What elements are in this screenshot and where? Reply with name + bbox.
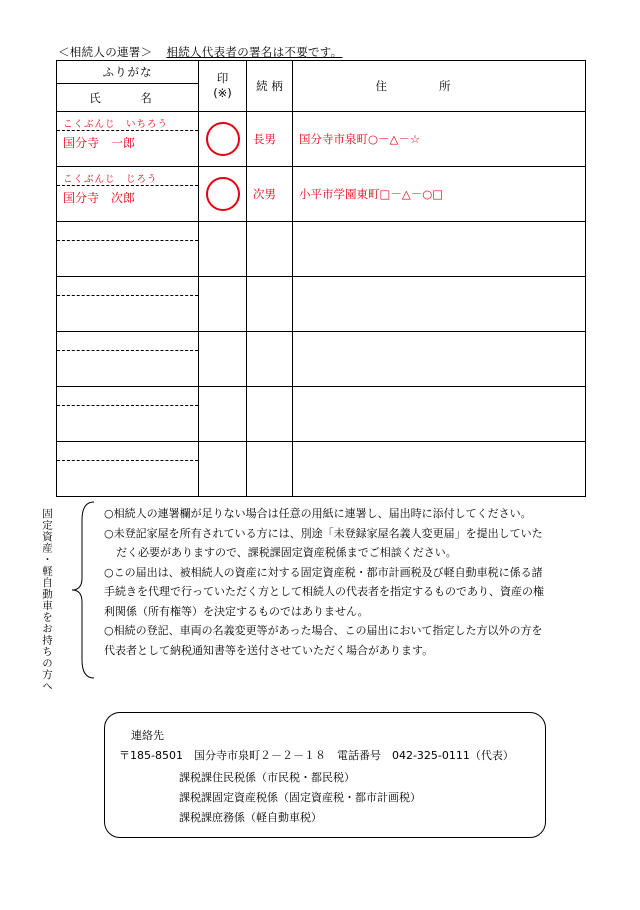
name-cell[interactable] — [57, 387, 199, 442]
name-cell[interactable] — [57, 332, 199, 387]
relation-cell[interactable]: 長男 — [247, 112, 293, 167]
table-row — [57, 167, 586, 222]
contact-box — [104, 712, 546, 838]
table-row — [57, 332, 586, 387]
address-cell[interactable] — [293, 387, 586, 442]
table-row — [57, 387, 586, 442]
furigana-divider — [57, 185, 198, 186]
heading-note: 相続人代表者の署名は不要です。 — [166, 45, 343, 59]
note-line: 代表者として納税通知書等を送付させていただく場合があります。 — [104, 643, 434, 657]
relation-cell[interactable] — [247, 442, 293, 497]
notes-block — [104, 504, 594, 660]
seal-cell[interactable] — [199, 112, 247, 167]
seal-mark-icon — [206, 122, 240, 156]
header-seal: 印 — [216, 71, 229, 85]
address-cell[interactable] — [293, 222, 586, 277]
seal-mark-icon — [206, 177, 240, 211]
header-name-cell — [57, 61, 199, 112]
seal-cell[interactable] — [199, 332, 247, 387]
relation-cell[interactable] — [247, 277, 293, 332]
header-relation: 続 柄 — [247, 61, 293, 112]
furigana-text: こくぶんじ じろう — [63, 174, 158, 185]
relation-cell[interactable] — [247, 332, 293, 387]
address-cell[interactable]: 小平市学園東町□－△－○□ — [293, 167, 586, 222]
contact-address: 〒185-8501 国分寺市泉町２－２－１８ 電話番号 042-325-0111（代表） — [119, 749, 514, 762]
furigana-divider — [57, 350, 198, 351]
header-seal-cell — [199, 61, 247, 112]
relation-cell[interactable]: 次男 — [247, 167, 293, 222]
name-cell[interactable] — [57, 167, 199, 222]
header-seal-note: (※) — [213, 86, 232, 100]
table-row — [57, 222, 586, 277]
contact-section: 課税課庶務係（軽自動車税） — [179, 811, 322, 824]
note-line: 利関係（所有権等）を決定するものではありません。 — [104, 604, 369, 618]
furigana-divider — [57, 295, 198, 296]
name-cell[interactable] — [57, 442, 199, 497]
address-cell[interactable] — [293, 277, 586, 332]
table-header-row — [57, 61, 586, 112]
furigana-divider — [57, 240, 198, 241]
contact-section: 課税課住民税係（市民税・都民税） — [179, 771, 355, 784]
furigana-text: こくぶんじ いちろう — [63, 119, 169, 130]
table-row — [57, 277, 586, 332]
section-heading — [58, 44, 342, 60]
table-row — [57, 442, 586, 497]
table-row — [57, 112, 586, 167]
brace-icon — [70, 500, 98, 680]
heading-label: ＜相続人の連署＞ — [58, 45, 153, 59]
seal-cell[interactable] — [199, 442, 247, 497]
name-cell[interactable] — [57, 112, 199, 167]
seal-cell[interactable] — [199, 277, 247, 332]
address-cell[interactable] — [293, 332, 586, 387]
seal-cell[interactable] — [199, 167, 247, 222]
name-cell[interactable] — [57, 277, 199, 332]
name-text: 国分寺 一郎 — [63, 136, 136, 150]
relation-cell[interactable] — [247, 387, 293, 442]
address-cell[interactable]: 国分寺市泉町○－△－☆ — [293, 112, 586, 167]
note-line: 手続きを代理で行っていただく方として相続人の代表者を指定するものであり、資産の権 — [104, 585, 544, 598]
note-line: だく必要がありますので、課税課固定資産税係までご相談ください。 — [116, 546, 457, 559]
name-text: 国分寺 次郎 — [63, 191, 136, 205]
address-cell[interactable] — [293, 442, 586, 497]
note-line: ○未登記家屋を所有されている方には、別途「未登録家屋名義人変更届」を提出していた — [104, 526, 543, 540]
note-line: ○相続人の連署欄が足りない場合は任意の用紙に連署し、届出時に添付してください。 — [104, 507, 532, 520]
contact-section: 課税課固定資産税係（固定資産税・都市計画税） — [179, 791, 421, 804]
heirs-signature-table — [56, 60, 586, 497]
contact-label: 連絡先 — [131, 729, 164, 742]
seal-cell[interactable] — [199, 222, 247, 277]
furigana-divider — [57, 460, 198, 461]
header-furigana: ふりがな — [57, 61, 198, 84]
note-line: ○この届出は、被相続人の資産に対する固定資産税・都市計画税及び軽自動車税に係る諸 — [104, 565, 543, 579]
seal-cell[interactable] — [199, 387, 247, 442]
furigana-divider — [57, 130, 198, 131]
name-cell[interactable] — [57, 222, 199, 277]
furigana-divider — [57, 405, 198, 406]
header-address: 住所 — [293, 61, 586, 112]
side-label: 固定資産・軽自動車をお持ちの方へ — [41, 508, 53, 692]
note-line: ○相続の登記、車両の名義変更等があった場合、この届出において指定した方以外の方を — [104, 624, 543, 637]
header-name: 氏 名 — [89, 90, 166, 105]
relation-cell[interactable] — [247, 222, 293, 277]
